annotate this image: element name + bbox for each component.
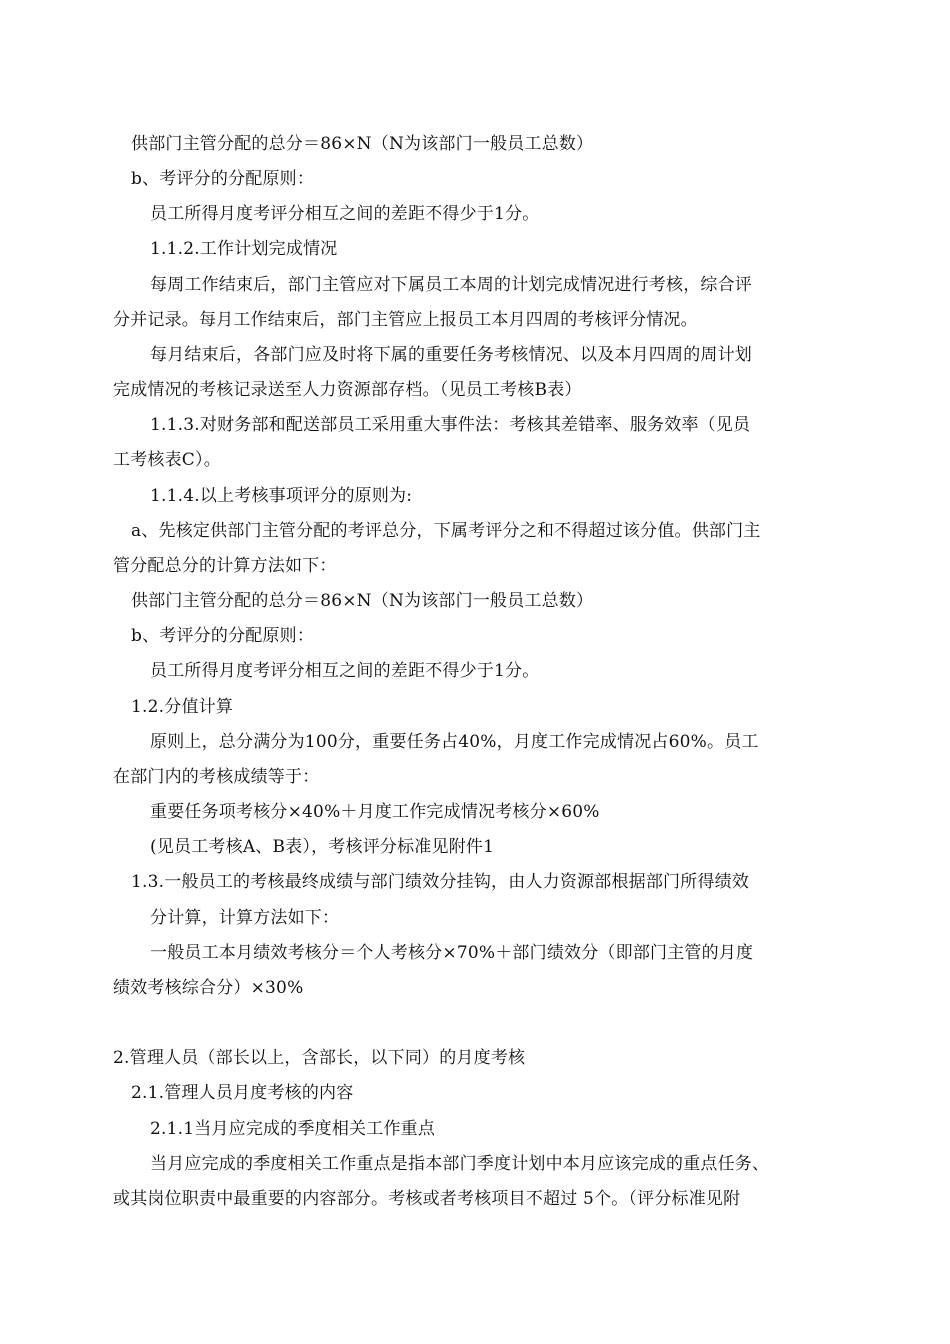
heading-1-2: 1.2.分值计算: [131, 697, 234, 717]
text-line-30: 或其岗位职责中最重要的内容部分。考核或者考核项目不超过 5个。（评分标准见附: [113, 1189, 741, 1209]
heading-2-1: 2.1.管理人员月度考核的内容: [131, 1083, 354, 1103]
text-line-23: 分计算，计算方法如下：: [150, 908, 340, 928]
heading-1-1-4: 1.1.4.以上考核事项评分的原则为:: [150, 486, 413, 506]
text-line-14: 供部门主管分配的总分＝86×N（N为该部门一般员工总数）: [131, 591, 594, 611]
formula-line-2: 一般员工本月绩效考核分＝个人考核分×70%＋部门绩效分（即部门主管的月度: [150, 943, 754, 963]
text-line-13: 管分配总分的计算方法如下：: [113, 556, 337, 576]
text-line-1: 供部门主管分配的总分＝86×N（N为该部门一般员工总数）: [131, 134, 594, 154]
text-line-29: 当月应完成的季度相关工作重点是指本部门季度计划中本月应该完成的重点任务、: [150, 1154, 770, 1174]
text-line-10: 工考核表C）。: [113, 450, 221, 470]
text-line-12: a、先核定供部门主管分配的考评总分，下属考评分之和不得超过该分值。供部门主: [131, 521, 761, 541]
formula-line: 重要任务项考核分×40%＋月度工作完成情况考核分×60%: [150, 802, 600, 822]
text-line-3: 员工所得月度考评分相互之间的差距不得少于1分。: [150, 204, 540, 224]
text-line-5: 每周工作结束后，部门主管应对下属员工本周的计划完成情况进行考核，综合评: [150, 275, 752, 295]
text-line-18: 原则上，总分满分为100分，重要任务占40%，月度工作完成情况占60%。员工: [150, 732, 759, 752]
text-line-8: 完成情况的考核记录送至人力资源部存档。（见员工考核B表）: [113, 380, 582, 400]
text-line-6: 分并记录。每月工作结束后，部门主管应上报员工本月四周的考核评分情况。: [113, 310, 698, 330]
heading-1-1-3: 1.1.3.对财务部和配送部员工采用重大事件法：考核其差错率、服务效率（见员: [150, 415, 751, 435]
text-line-15: b、考评分的分配原则：: [131, 626, 315, 646]
text-line-19: 在部门内的考核成绩等于：: [113, 767, 320, 787]
heading-2-1-1: 2.1.1当月应完成的季度相关工作重点: [150, 1119, 436, 1139]
heading-1-1-2: 1.1.2.工作计划完成情况: [150, 239, 338, 259]
text-line-2: b、考评分的分配原则：: [131, 169, 315, 189]
text-line-16: 员工所得月度考评分相互之间的差距不得少于1分。: [150, 661, 540, 681]
heading-2: 2.管理人员（部长以上，含部长，以下同）的月度考核: [113, 1048, 526, 1068]
text-line-7: 每月结束后，各部门应及时将下属的重要任务考核情况、以及本月四周的周计划: [150, 345, 752, 365]
text-line-25: 绩效考核综合分）×30%: [113, 978, 304, 998]
text-line-21: (见员工考核A、B表），考核评分标准见附件1: [150, 837, 495, 857]
heading-1-3: 1.3.一般员工的考核最终成绩与部门绩效分挂钩，由人力资源部根据部门所得绩效: [131, 872, 750, 892]
